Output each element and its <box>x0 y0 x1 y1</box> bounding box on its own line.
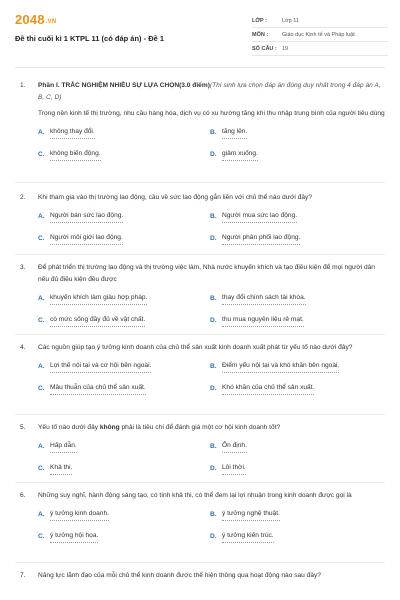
answer-options <box>38 210 385 245</box>
page-header <box>0 0 400 60</box>
option-text: không biến động. <box>50 148 101 161</box>
option-a[interactable] <box>38 210 210 223</box>
question-separator <box>15 414 385 415</box>
option-letter: D. <box>210 464 217 472</box>
option-text: Điểm yếu nội tại và khó khăn bên ngoài. <box>222 360 339 373</box>
answer-options <box>38 126 385 161</box>
option-text: tăng lên. <box>222 126 247 139</box>
option-d[interactable] <box>210 314 390 327</box>
option-a[interactable] <box>38 126 210 139</box>
option-b[interactable] <box>210 508 390 521</box>
question-separator <box>15 562 385 563</box>
option-text: giảm xuống. <box>222 148 258 161</box>
document-title: Đề thi cuối kì 1 KTPL 11 (có đáp án) - Đề 1 <box>15 34 165 43</box>
option-letter: B. <box>210 510 217 518</box>
option-a[interactable] <box>38 508 210 521</box>
question-text-start: Yếu tố nào dưới đây <box>38 424 100 431</box>
meta-label: MÔN : <box>252 31 269 38</box>
question-4 <box>20 342 385 395</box>
option-text: Người mua sức lao động. <box>222 210 297 223</box>
site-logo[interactable] <box>15 12 56 27</box>
logo-sub: .VN <box>45 19 57 25</box>
option-letter: B. <box>210 362 217 370</box>
question-6 <box>20 490 385 543</box>
option-letter: C. <box>38 150 45 158</box>
option-letter: A. <box>38 510 45 518</box>
option-letter: B. <box>210 294 217 302</box>
exam-meta-table <box>252 14 388 56</box>
option-letter: C. <box>38 532 45 540</box>
question-number: 1. <box>20 82 26 89</box>
option-text: Người phân phối lao động. <box>222 232 300 245</box>
option-text: thu mua nguyên liệu rẻ mạt. <box>222 314 304 327</box>
meta-value: Lớp 11 <box>282 17 299 24</box>
answer-options <box>38 292 385 327</box>
answer-options <box>38 508 385 543</box>
option-b[interactable] <box>210 126 390 139</box>
meta-row-subject <box>252 28 388 42</box>
option-letter: A. <box>38 294 45 302</box>
question-number: 2. <box>20 194 26 201</box>
option-d[interactable] <box>210 530 390 543</box>
option-letter: D. <box>210 150 217 158</box>
option-letter: B. <box>210 128 217 136</box>
question-text: Những suy nghĩ, hành động sáng tạo, có tính khả thi, có thể đem lại lợi nhuận trong kinh doanh được gọi là <box>38 492 352 499</box>
option-a[interactable] <box>38 440 210 453</box>
option-d[interactable] <box>210 148 390 161</box>
question-number: 5. <box>20 424 26 431</box>
option-c[interactable] <box>38 530 210 543</box>
question-7 <box>20 570 385 582</box>
option-letter: B. <box>210 212 217 220</box>
option-text: ý tưởng kinh doanh. <box>50 508 109 521</box>
option-text: Người bán sức lao động. <box>50 210 123 223</box>
question-separator <box>15 254 385 255</box>
option-c[interactable] <box>38 148 210 161</box>
option-b[interactable] <box>210 210 390 223</box>
question-text: Để phát triển thị trường lao động và thị trường việc làm, Nhà nước khuyến khích và tạo điều kiện để mọi người dân nếu đủ điều kiện đều được <box>38 264 375 283</box>
meta-label: SỐ CÂU : <box>252 45 277 52</box>
question-text-end: phải là tiêu chí để đánh giá một cơ hội kinh doanh tốt? <box>119 424 281 431</box>
option-c[interactable] <box>38 382 210 395</box>
header-divider <box>15 67 385 68</box>
option-letter: C. <box>38 234 45 242</box>
option-text: có mức sống đầy đủ về vật chất. <box>50 314 145 327</box>
question-number: 7. <box>20 572 26 579</box>
question-2 <box>20 192 385 245</box>
meta-label: LỚP : <box>252 17 267 24</box>
meta-value: Giáo dục Kinh tế và Pháp luật <box>282 31 355 38</box>
question-number: 3. <box>20 264 26 271</box>
option-text: ý tưởng kiến trúc. <box>222 530 274 543</box>
question-text: Khi tham gia vào thị trường lao động, cầu về sức lao động gắn liền với chủ thể nào dưới đây? <box>38 194 313 201</box>
meta-row-class <box>252 14 388 28</box>
question-3 <box>20 262 385 327</box>
option-letter: A. <box>38 128 45 136</box>
logo-main: 2048 <box>15 12 45 27</box>
question-5 <box>20 422 385 475</box>
answer-options <box>38 360 385 395</box>
option-d[interactable] <box>210 382 390 395</box>
meta-value: 19 <box>282 45 289 52</box>
section-instruction: (Thí sinh lựa chọn đáp án đúng duy nhất trong 4 đáp án A, B, C, D) <box>38 82 381 101</box>
option-text: Lôi thời. <box>222 462 246 475</box>
option-letter: D. <box>210 234 217 242</box>
question-number: 6. <box>20 492 26 499</box>
question-text <box>38 422 385 434</box>
option-letter: A. <box>38 442 45 450</box>
option-text: ý tưởng hội họa. <box>50 530 98 543</box>
option-letter: B. <box>210 442 217 450</box>
option-text: Khó khăn của chủ thể sản xuất. <box>222 382 314 395</box>
option-text: thay đổi chính sách tài khóa. <box>222 292 306 305</box>
answer-options <box>38 440 385 475</box>
question-separator <box>15 482 385 483</box>
option-letter: C. <box>38 384 45 392</box>
option-text: không thay đổi. <box>50 126 95 139</box>
question-text: Trong nền kinh tế thị trường, nhu cầu hàng hóa, dịch vụ có xu hướng tăng khi thu nhập trung bình của người tiêu dùng <box>38 110 385 117</box>
option-text: Hấp dẫn. <box>50 440 77 453</box>
question-text: Các nguồn giúp tạo ý tưởng kinh doanh của chủ thể sản xuất kinh doanh xuất phát từ yếu tố nào dưới đây? <box>38 344 353 351</box>
option-a[interactable] <box>38 292 210 305</box>
option-d[interactable] <box>210 232 390 245</box>
option-letter: C. <box>38 464 45 472</box>
question-separator <box>15 182 385 183</box>
option-c[interactable] <box>38 314 210 327</box>
option-text: Ổn định. <box>222 440 247 453</box>
option-letter: A. <box>38 212 45 220</box>
option-letter: D. <box>210 384 217 392</box>
option-letter: C. <box>38 316 45 324</box>
section-title: Phần I. TRẮC NGHIỆM NHIỀU SỰ LỰA CHỌN(3.0 điểm) <box>38 82 210 89</box>
question-number: 4. <box>20 344 26 351</box>
option-text: Người môi giới lao động. <box>50 232 123 245</box>
option-b[interactable] <box>210 292 390 305</box>
question-section-heading <box>38 80 385 104</box>
option-text: Mâu thuẫn của chủ thể sản xuất. <box>50 382 146 395</box>
option-text: Lợi thế nội tại và cơ hội bên ngoài. <box>50 360 151 373</box>
option-b[interactable] <box>210 440 390 453</box>
question-separator <box>15 334 385 335</box>
option-letter: D. <box>210 316 217 324</box>
option-b[interactable] <box>210 360 390 373</box>
option-letter: A. <box>38 362 45 370</box>
option-letter: D. <box>210 532 217 540</box>
option-text: khuyến khích làm giàu hợp pháp. <box>50 292 147 305</box>
option-text: ý tưởng nghệ thuật. <box>222 508 280 521</box>
option-c[interactable] <box>38 232 210 245</box>
option-a[interactable] <box>38 360 210 373</box>
question-1 <box>20 80 385 161</box>
option-d[interactable] <box>210 462 390 475</box>
meta-row-count <box>252 42 388 56</box>
question-text: Năng lực lãnh đạo của mỗi chủ thể kinh doanh được thể hiện thông qua hoạt động nào sau đây? <box>38 572 321 579</box>
option-c[interactable] <box>38 462 210 475</box>
question-text-emphasis: không <box>99 424 120 431</box>
option-text: Khả thi. <box>50 462 72 475</box>
